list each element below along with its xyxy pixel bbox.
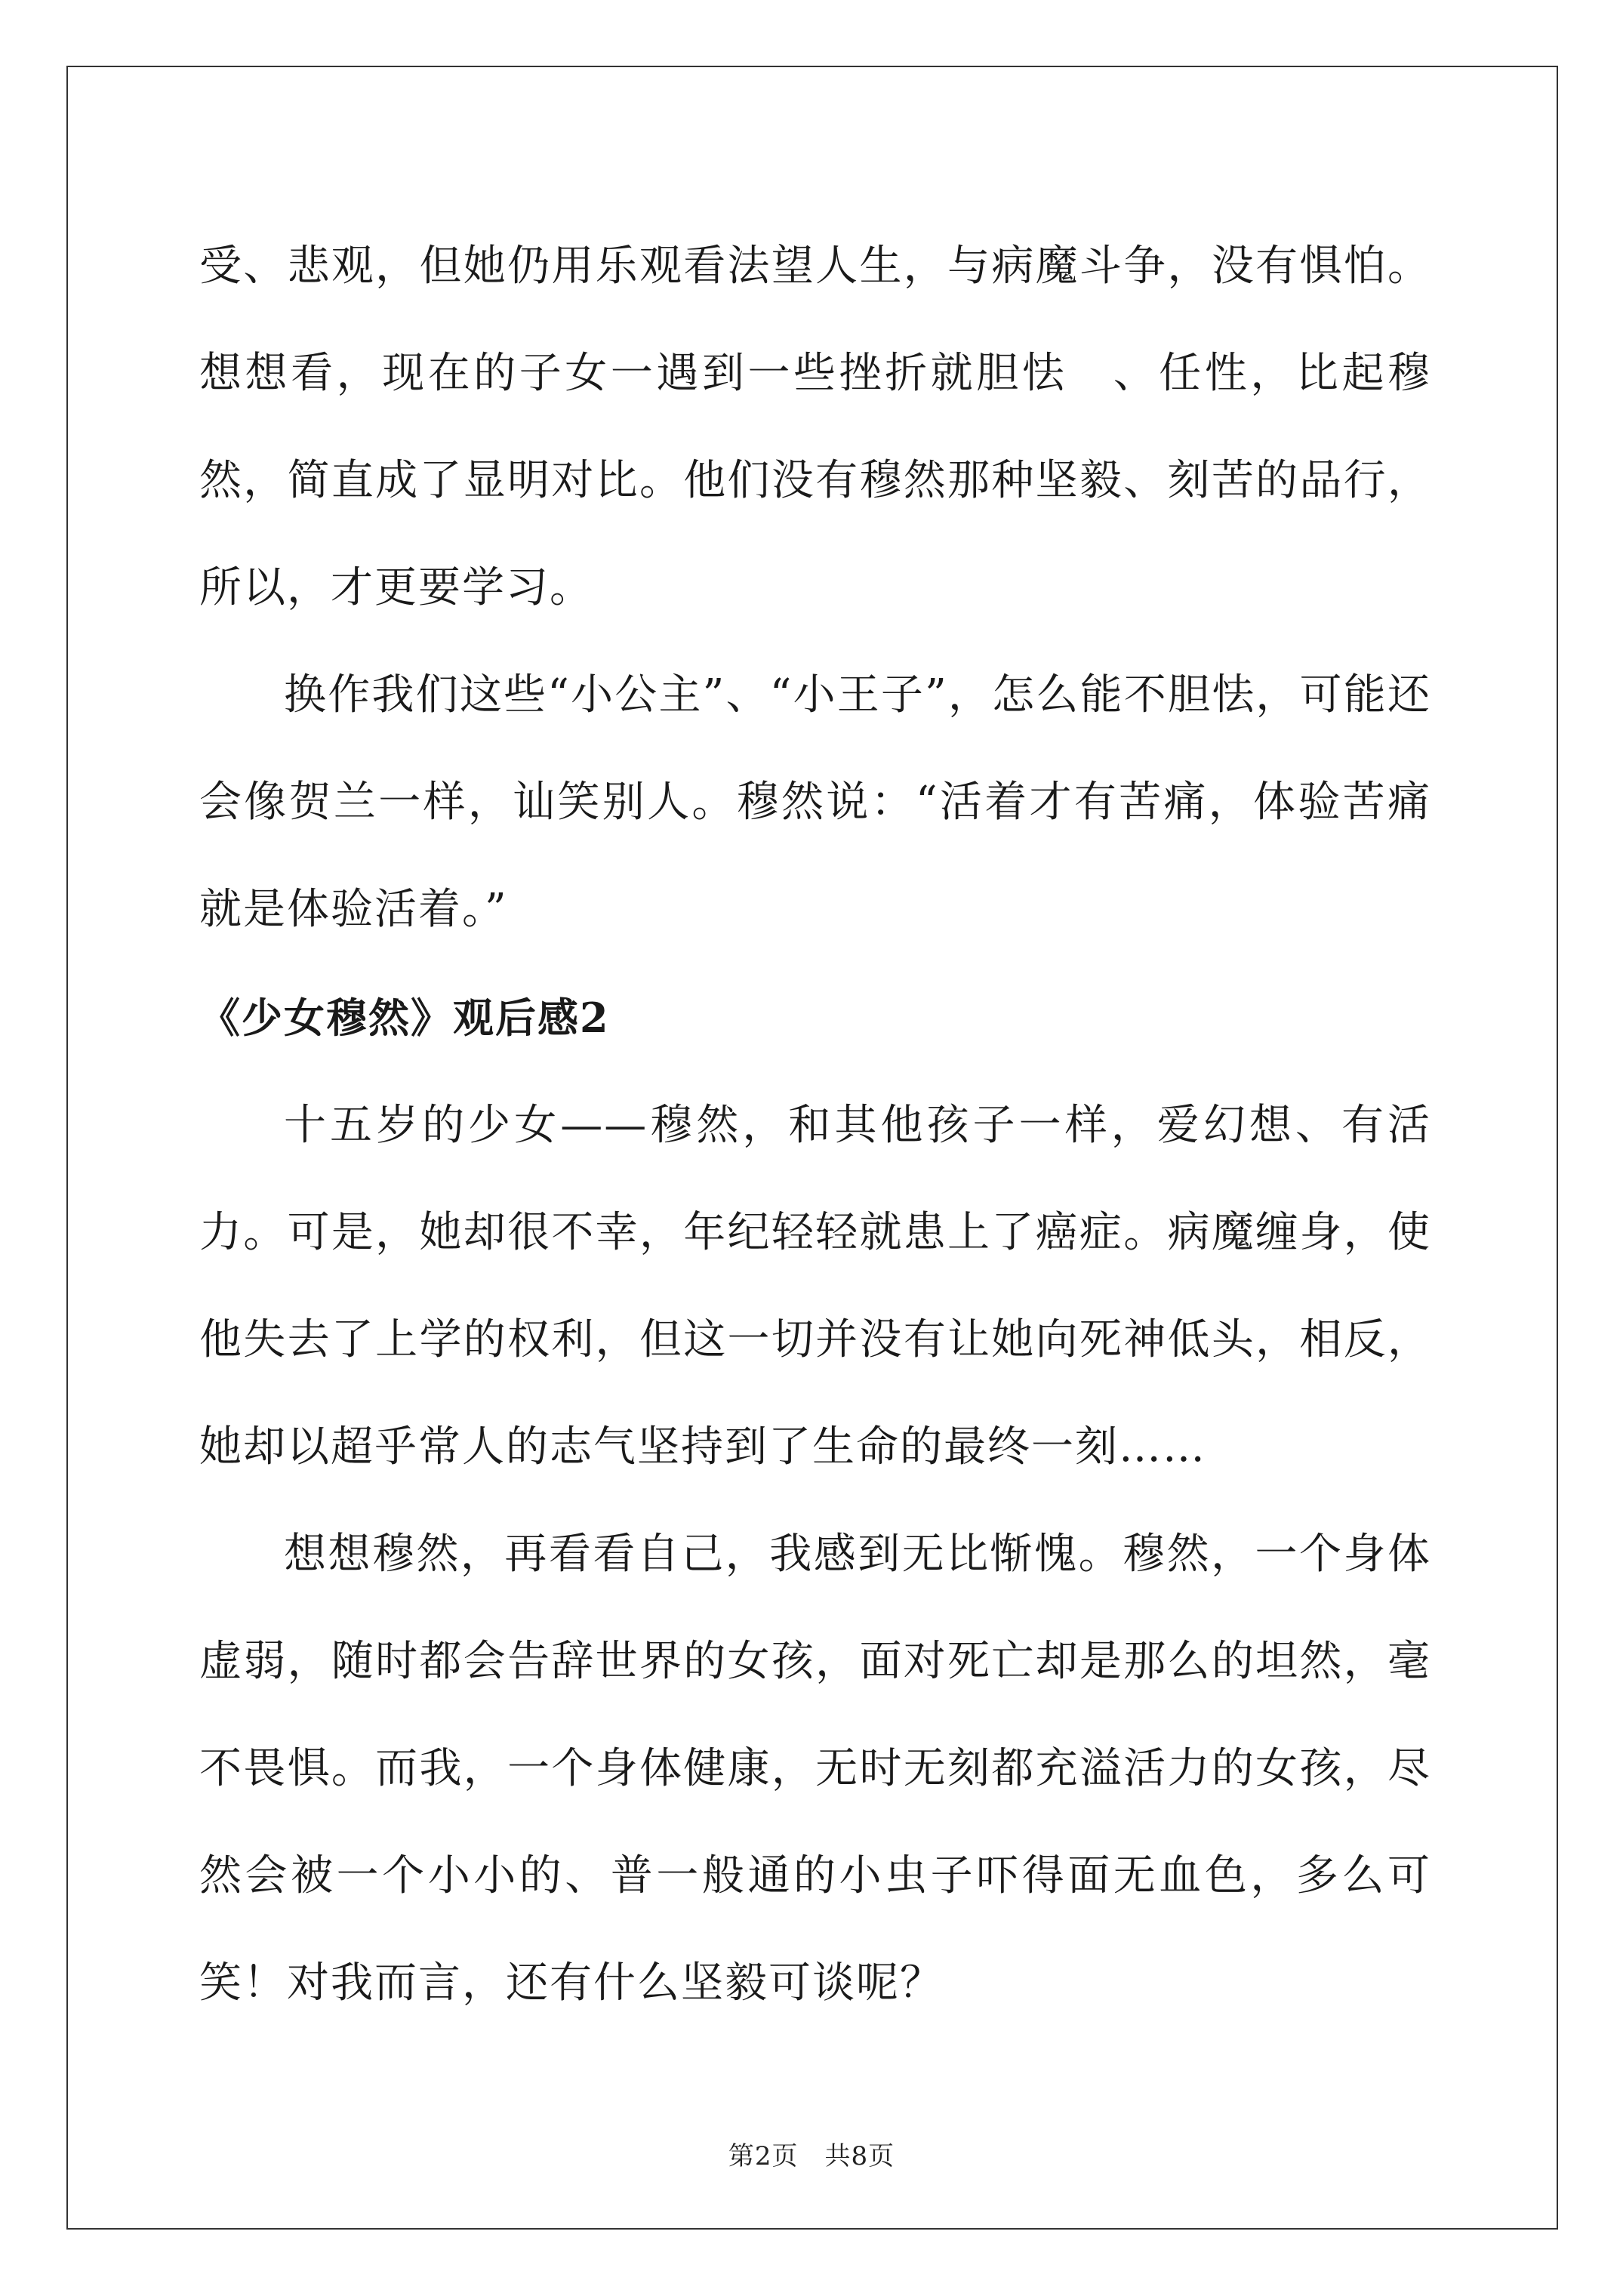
page-number-footer: 第2页 共8页	[728, 2141, 895, 2171]
paragraph-4: 想想穆然，再看看自己，我感到无比惭愧。穆然，一个身体虚弱，随时都会告辞世界的女孩，面对死亡却是那么的坦然，毫不畏惧。而我，一个身体健康，无时无刻都充溢活力的女孩，尽然会被一个小小的、普一般通的小虫子吓得面无血色，多么可笑！对我而言，还有什么坚毅可谈呢？	[199, 1530, 1431, 2008]
paragraph-1: 受、悲观，但她仍用乐观看法望人生，与病魔斗争，没有惧怕。想想看，现在的子女一遇到一些挫折就胆怯 、任性，比起穆然，简直成了显明对比。他们没有穆然那种坚毅、刻苦的品行，所以，才更要学习。	[199, 242, 1431, 612]
paragraph-3: 十五岁的少女——穆然，和其他孩子一样，爱幻想、有活力。可是，她却很不幸，年纪轻轻就患上了癌症。病魔缠身，使他失去了上学的权利，但这一切并没有让她向死神低头，相反，她却以超乎常人的志气坚持到了生命的最终一刻……	[199, 1101, 1431, 1472]
document-body	[199, 213, 1431, 2037]
section-heading: 《少女穆然》观后感2	[199, 994, 610, 1042]
paragraph-2: 换作我们这些“小公主”、“小王子”，怎么能不胆怯，可能还会像贺兰一样，讪笑别人。穆然说：“活着才有苦痛，体验苦痛就是体验活着。”	[199, 670, 1431, 934]
